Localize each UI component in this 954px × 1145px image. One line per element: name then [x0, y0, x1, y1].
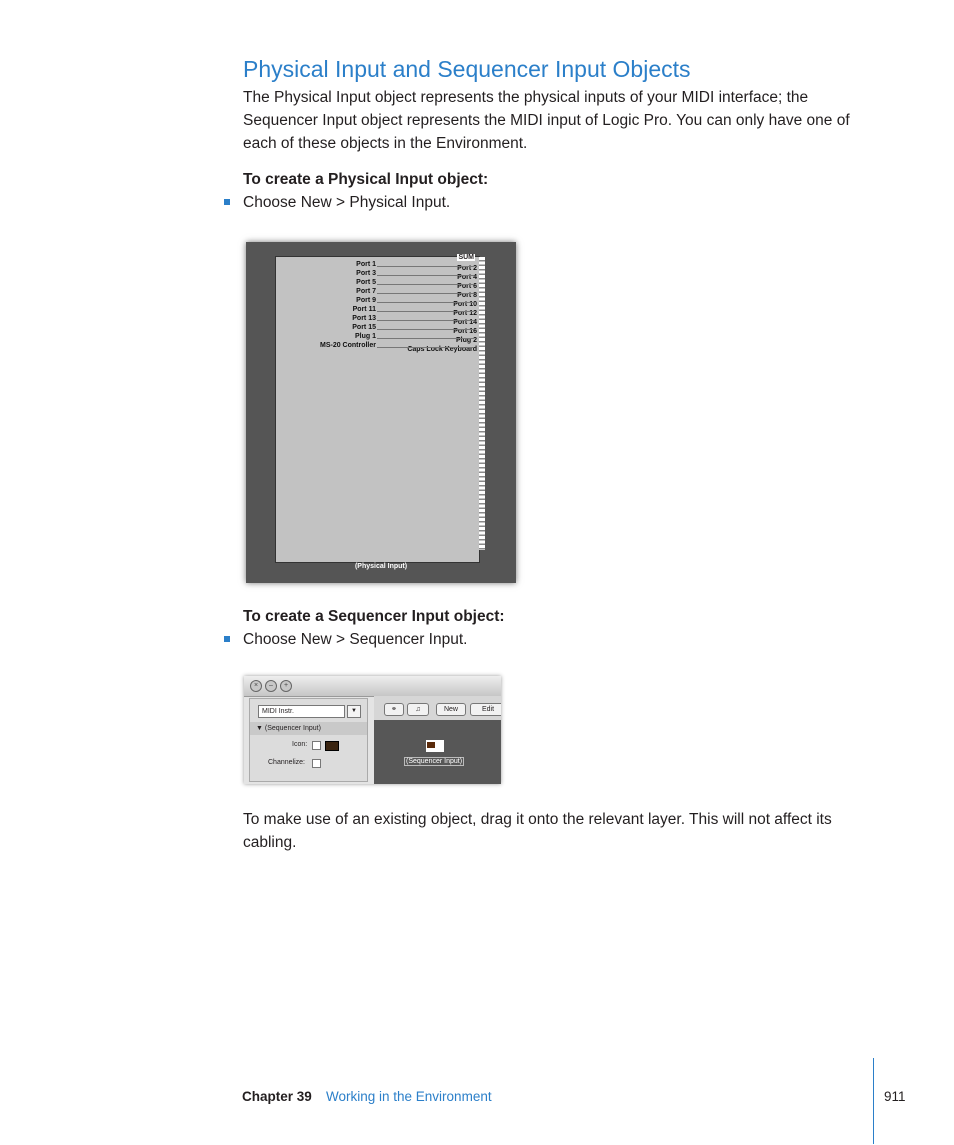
icon-label: Icon: — [292, 741, 308, 748]
output-port-label: Plug 2 — [455, 337, 477, 344]
port-line — [377, 302, 474, 303]
closing-paragraph: To make use of an existing object, drag it onto the relevant layer. This will not affect its cabling. — [243, 811, 832, 851]
step-physical-input — [224, 194, 450, 212]
output-port-label: Port 8 — [457, 292, 477, 299]
inspector-pane — [249, 698, 368, 782]
input-port-label: Plug 1 — [354, 333, 376, 340]
output-port-label: Caps Lock Keyboard — [407, 346, 477, 353]
port-line — [377, 266, 474, 267]
port-line — [377, 347, 474, 348]
output-port-label: Port 12 — [453, 310, 477, 317]
output-port-label: Port 2 — [457, 265, 477, 272]
environment-canvas — [374, 720, 501, 784]
task-heading-sequencer-input: To create a Sequencer Input object: — [243, 608, 505, 625]
input-port-label: Port 7 — [356, 288, 376, 295]
sequencer-input-figure — [244, 676, 501, 784]
input-port-label: Port 13 — [352, 315, 376, 322]
output-port-label: Port 16 — [453, 328, 477, 335]
icon-checkbox[interactable] — [312, 741, 321, 750]
link-icon[interactable]: ⚭ — [384, 703, 404, 716]
port-line — [377, 293, 474, 294]
input-port-label: Port 9 — [356, 297, 376, 304]
output-port-label: Port 10 — [453, 301, 477, 308]
port-line — [377, 275, 474, 276]
input-port-label: Port 5 — [356, 279, 376, 286]
output-jack-column — [479, 257, 485, 550]
input-port-label: Port 1 — [356, 261, 376, 268]
input-port-label: Port 15 — [352, 324, 376, 331]
input-port-label: MS-20 Controller — [319, 342, 376, 349]
footer-chapter: Chapter 39 — [242, 1089, 312, 1104]
footer-chapter-title[interactable]: Working in the Environment — [326, 1089, 492, 1104]
channelize-checkbox[interactable] — [312, 759, 321, 768]
sequencer-input-icon — [427, 742, 435, 748]
minimize-window-icon[interactable]: – — [265, 680, 277, 692]
midi-out-icon[interactable]: ♫ — [407, 703, 429, 716]
sequencer-input-object[interactable] — [426, 740, 444, 752]
edit-menu[interactable]: Edit — [470, 703, 501, 716]
port-line — [377, 320, 474, 321]
layer-menu-chevron-down-icon[interactable]: ▼ — [347, 705, 361, 718]
output-port-label: Port 14 — [453, 319, 477, 326]
step-sequencer-input — [224, 631, 467, 649]
section-title: Physical Input and Sequencer Input Objects — [243, 56, 691, 82]
close-window-icon[interactable]: × — [250, 680, 262, 692]
step-text: Choose New > Sequencer Input. — [243, 631, 468, 648]
layer-menu[interactable]: MIDI Instr. — [258, 705, 345, 718]
port-line — [377, 329, 474, 330]
physical-input-caption: (Physical Input) — [354, 563, 408, 570]
step-text: Choose New > Physical Input. — [243, 194, 451, 211]
port-line — [377, 311, 474, 312]
page-number: 911 — [884, 1089, 906, 1104]
output-port-label: Port 4 — [457, 274, 477, 281]
intro-paragraph: The Physical Input object represents the physical inputs of your MIDI interface; the Sequencer Input object represents the MIDI input of Logic Pro. You can only have one of each of these objects in the Environment. — [243, 89, 850, 152]
object-header-row[interactable] — [250, 722, 367, 735]
physical-input-object — [275, 256, 480, 563]
object-row-label: ▼ (Sequencer Input) — [256, 725, 321, 732]
bullet-square-icon — [224, 636, 230, 642]
port-line — [377, 338, 474, 339]
input-port-label: Port 3 — [356, 270, 376, 277]
new-menu[interactable]: New — [436, 703, 466, 716]
physical-input-figure — [246, 242, 516, 583]
zoom-window-icon[interactable]: + — [280, 680, 292, 692]
bullet-square-icon — [224, 199, 230, 205]
sum-label: SUM — [458, 254, 474, 261]
sequencer-input-label: (Sequencer Input) — [406, 758, 463, 765]
environment-area — [374, 696, 501, 784]
window-titlebar — [244, 676, 501, 697]
object-icon[interactable] — [325, 741, 339, 751]
port-line — [377, 284, 474, 285]
channelize-label: Channelize: — [268, 759, 305, 766]
input-port-label: Port 11 — [352, 306, 376, 313]
task-heading-physical-input: To create a Physical Input object: — [243, 171, 489, 188]
footer-divider — [873, 1058, 874, 1144]
output-port-label: Port 6 — [457, 283, 477, 290]
